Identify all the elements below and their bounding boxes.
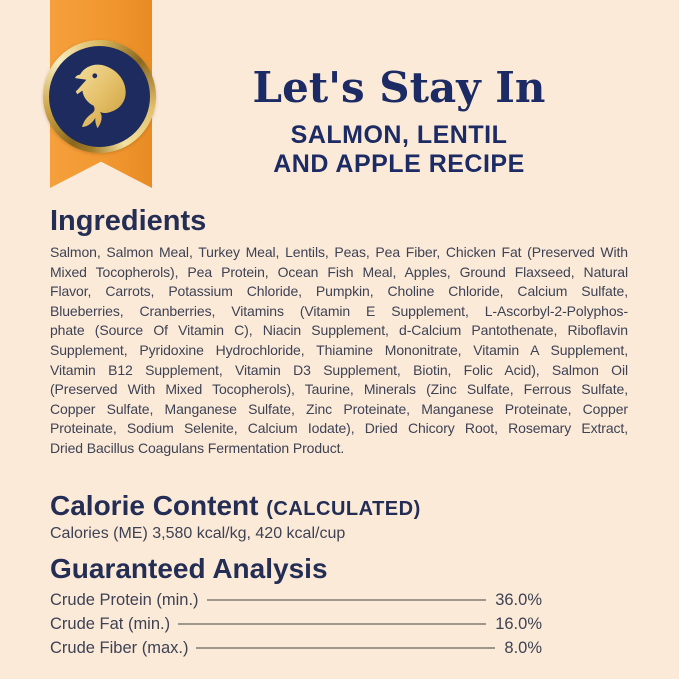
fish-badge-circle: [49, 46, 150, 147]
ingredients-line: Dried Bacillus Coagulans Fermentation Product.: [50, 439, 345, 456]
ga-row-value: 16.0%: [495, 614, 542, 633]
recipe-subtitle-line1: SALMON, LENTIL: [290, 121, 508, 149]
ingredients-heading: Ingredients: [50, 205, 207, 237]
ingredients-line: (Preserved With Mixed Tocopherols), Taurine, Minerals (Zinc Sulfate, Ferrous Sulfate,: [50, 381, 628, 398]
salmon-fish-icon: [60, 55, 140, 139]
ingredients-line: Flavor, Carrots, Potassium Chloride, Pumpkin, Choline Chloride, Calcium Sulfate,: [50, 283, 628, 300]
recipe-subtitle: [168, 121, 630, 179]
fish-badge: [43, 40, 156, 153]
product-title: Let's Stay In: [252, 63, 546, 112]
ga-row-label: Crude Fat (min.): [50, 614, 171, 633]
guaranteed-analysis-row: [50, 588, 542, 612]
ingredients-line: Mixed Tocopherols), Pea Protein, Ocean Fish Meal, Apples, Ground Flaxseed, Natural: [50, 263, 628, 280]
ingredients-text: [50, 243, 628, 459]
ga-row-label: Crude Fiber (max.): [50, 638, 189, 657]
ingredients-line: Supplement, Pyridoxine Hydrochloride, Thiamine Mononitrate, Vitamin A Supplement,: [50, 341, 628, 358]
guaranteed-analysis-row: [50, 612, 542, 636]
ingredients-line: phate (Source Of Vitamin C), Niacin Supplement, d-Calcium Pantothenate, Riboflavin: [50, 322, 628, 339]
ingredients-line: Copper Sulfate, Manganese Sulfate, Zinc Proteinate, Manganese Proteinate, Copper: [50, 400, 628, 417]
leader-line: [207, 599, 487, 601]
guaranteed-analysis-table: [50, 588, 542, 660]
ingredients-line: Salmon, Salmon Meal, Turkey Meal, Lentils, Peas, Pea Fiber, Chicken Fat (Preserved With: [50, 244, 628, 260]
recipe-subtitle-line2: AND APPLE RECIPE: [273, 150, 525, 178]
leader-line: [196, 647, 495, 649]
calorie-content-value: Calories (ME) 3,580 kcal/kg, 420 kcal/cup: [50, 525, 346, 542]
header: [168, 64, 630, 179]
ga-row-value: 36.0%: [495, 590, 542, 609]
calorie-content-heading-text: Calorie Content: [50, 490, 259, 521]
ga-row-value: 8.0%: [504, 638, 542, 657]
guaranteed-analysis-row: [50, 636, 542, 660]
guaranteed-analysis-heading: Guaranteed Analysis: [50, 553, 328, 584]
ingredients-line: Blueberries, Cranberries, Vitamins (Vitamin E Supplement, L-Ascorbyl-2-Polyphos-: [50, 302, 628, 319]
ingredients-line: Vitamin B12 Supplement, Vitamin D3 Supplement, Biotin, Folic Acid), Salmon Oil: [50, 361, 628, 378]
ga-row-label: Crude Protein (min.): [50, 590, 199, 609]
calorie-content-heading-suffix: (CALCULATED): [266, 498, 421, 520]
leader-line: [178, 623, 486, 625]
ingredients-line: Proteinate, Sodium Selenite, Calcium Iodate), Dried Chicory Root, Rosemary Extract,: [50, 420, 628, 437]
calorie-content-heading: [50, 489, 421, 526]
